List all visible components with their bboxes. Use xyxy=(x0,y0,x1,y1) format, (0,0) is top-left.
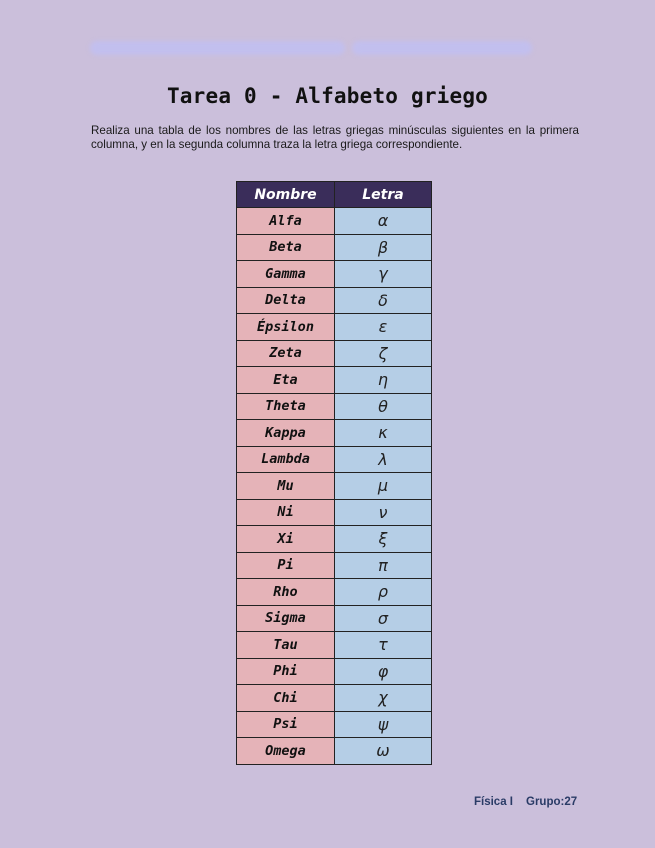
table-body xyxy=(237,208,432,765)
letter-name-cell: Omega xyxy=(237,738,335,765)
letter-name-cell: Lambda xyxy=(237,446,335,473)
redacted-header-right xyxy=(352,41,532,55)
letter-name-cell: Sigma xyxy=(237,605,335,632)
table-row xyxy=(237,287,432,314)
footer-group: Grupo:27 xyxy=(526,796,578,808)
greek-letter-cell: μ xyxy=(335,473,432,500)
table-header-row xyxy=(237,182,432,208)
table-row xyxy=(237,393,432,420)
greek-letter-cell: λ xyxy=(335,446,432,473)
greek-letter-cell: δ xyxy=(335,287,432,314)
table-row xyxy=(237,446,432,473)
instructions-paragraph: Realiza una tabla de los nombres de las letras griegas minúsculas siguientes en la primera columna, y en la segunda columna traza la letra griega correspondiente. xyxy=(91,124,579,151)
greek-letter-cell: κ xyxy=(335,420,432,447)
letter-name-cell: Alfa xyxy=(237,208,335,235)
letter-name-cell: Rho xyxy=(237,579,335,606)
page-footer xyxy=(474,796,577,808)
table-row xyxy=(237,208,432,235)
table-row xyxy=(237,711,432,738)
greek-letter-cell: ζ xyxy=(335,340,432,367)
greek-letter-cell: τ xyxy=(335,632,432,659)
greek-letter-cell: ν xyxy=(335,499,432,526)
greek-letter-cell: ρ xyxy=(335,579,432,606)
table-row xyxy=(237,685,432,712)
column-header-name: Nombre xyxy=(237,182,335,208)
greek-letter-cell: ξ xyxy=(335,526,432,553)
table-row xyxy=(237,552,432,579)
column-header-letter: Letra xyxy=(335,182,432,208)
greek-alphabet-table xyxy=(236,181,432,765)
letter-name-cell: Beta xyxy=(237,234,335,261)
table-row xyxy=(237,420,432,447)
table-row xyxy=(237,579,432,606)
letter-name-cell: Épsilon xyxy=(237,314,335,341)
greek-letter-cell: χ xyxy=(335,685,432,712)
greek-letter-cell: β xyxy=(335,234,432,261)
letter-name-cell: Phi xyxy=(237,658,335,685)
letter-name-cell: Theta xyxy=(237,393,335,420)
letter-name-cell: Kappa xyxy=(237,420,335,447)
greek-letter-cell: η xyxy=(335,367,432,394)
letter-name-cell: Xi xyxy=(237,526,335,553)
greek-letter-cell: ε xyxy=(335,314,432,341)
table-row xyxy=(237,526,432,553)
greek-letter-cell: γ xyxy=(335,261,432,288)
greek-letter-cell: θ xyxy=(335,393,432,420)
greek-letter-cell: α xyxy=(335,208,432,235)
letter-name-cell: Gamma xyxy=(237,261,335,288)
table-row xyxy=(237,261,432,288)
letter-name-cell: Zeta xyxy=(237,340,335,367)
footer-course: Física I xyxy=(474,796,513,808)
letter-name-cell: Tau xyxy=(237,632,335,659)
table-row xyxy=(237,234,432,261)
greek-letter-cell: ψ xyxy=(335,711,432,738)
table-row xyxy=(237,340,432,367)
letter-name-cell: Pi xyxy=(237,552,335,579)
greek-letter-cell: π xyxy=(335,552,432,579)
greek-letter-cell: ω xyxy=(335,738,432,765)
table-row xyxy=(237,314,432,341)
table-row xyxy=(237,605,432,632)
letter-name-cell: Chi xyxy=(237,685,335,712)
page-title: Tarea 0 - Alfabeto griego xyxy=(166,84,489,108)
letter-name-cell: Ni xyxy=(237,499,335,526)
table-row xyxy=(237,632,432,659)
greek-letter-cell: φ xyxy=(335,658,432,685)
letter-name-cell: Psi xyxy=(237,711,335,738)
letter-name-cell: Mu xyxy=(237,473,335,500)
letter-name-cell: Delta xyxy=(237,287,335,314)
table-row xyxy=(237,367,432,394)
table-row xyxy=(237,473,432,500)
letter-name-cell: Eta xyxy=(237,367,335,394)
table-row xyxy=(237,499,432,526)
greek-letter-cell: σ xyxy=(335,605,432,632)
redacted-header-left xyxy=(90,41,345,55)
table-row xyxy=(237,658,432,685)
table-row xyxy=(237,738,432,765)
